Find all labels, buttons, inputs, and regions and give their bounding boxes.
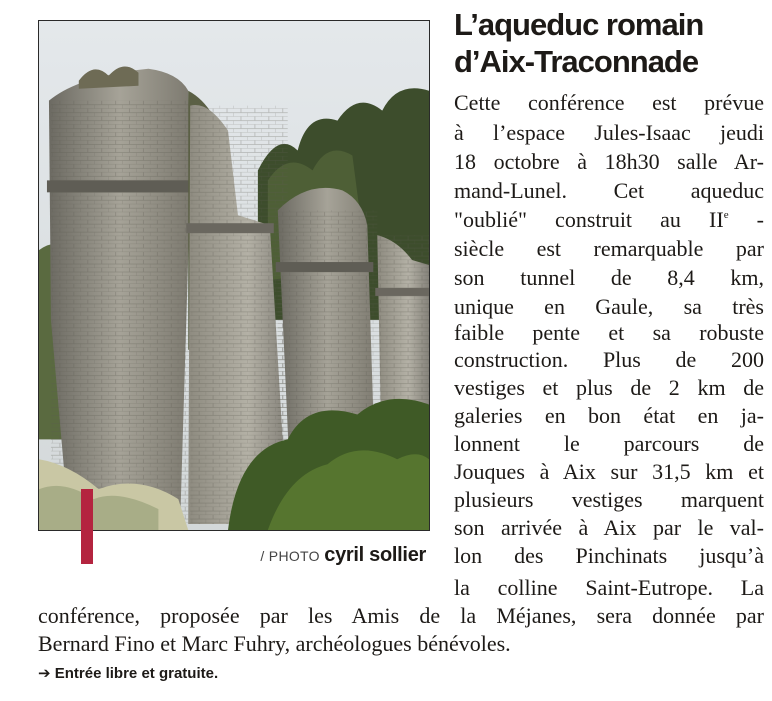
photo-credit-prefix: / PHOTO: [260, 548, 320, 564]
body-line: galeries en bon état en ja-: [454, 403, 764, 428]
body-line: Bernard Fino et Marc Fuhry, archéologues bénévoles.: [38, 631, 511, 656]
body-line: faible pente et sa robuste: [454, 320, 764, 345]
body-line: vestiges et plus de 2 km de: [454, 375, 764, 400]
body-line: construction. Plus de 200: [454, 347, 764, 372]
body-line: conférence, proposée par les Amis de la Méjanes, sera donnée par: [38, 603, 764, 628]
body-line: son tunnel de 8,4 km,: [454, 265, 764, 290]
photo-credit: [260, 544, 426, 567]
body-line: unique en Gaule, sa très: [454, 294, 764, 319]
accent-bar: [81, 489, 93, 564]
footer-note: [38, 664, 218, 682]
photo-credit-name: cyril sollier: [324, 544, 426, 566]
body-line: Cette conférence est prévue: [454, 90, 764, 115]
superscript-e: e: [723, 209, 729, 221]
body-line: Jouques à Aix sur 31,5 km et: [454, 459, 764, 484]
aqueduct-ruins-image: [39, 21, 429, 530]
title-line-2: d’Aix-Traconnade: [454, 44, 699, 79]
body-line: lon des Pinchinats jusqu’à: [454, 543, 764, 568]
article-title: [454, 6, 754, 80]
body-line-text: "oublié" construit au II: [454, 207, 724, 232]
body-line: lonnent le parcours de: [454, 431, 764, 456]
body-line: mand-Lunel. Cet aqueduc: [454, 178, 764, 203]
body-line: siècle est remarquable par: [454, 236, 764, 261]
arrow-right-icon: ➔: [38, 665, 51, 682]
body-line: la colline Saint-Eutrope. La: [454, 575, 764, 600]
footer-text: Entrée libre et gratuite.: [54, 665, 219, 682]
body-line: à l’espace Jules-Isaac jeudi: [454, 120, 764, 145]
aqueduct-photo: [38, 20, 430, 531]
body-line: plusieurs vestiges marquent: [454, 487, 764, 512]
body-line-dash: -: [728, 207, 765, 232]
body-line: son arrivée à Aix par le val-: [454, 515, 764, 540]
body-line: 18 octobre à 18h30 salle Ar-: [454, 149, 764, 174]
body-line-superscript: [454, 205, 764, 235]
title-line-1: L’aqueduc romain: [454, 7, 704, 42]
